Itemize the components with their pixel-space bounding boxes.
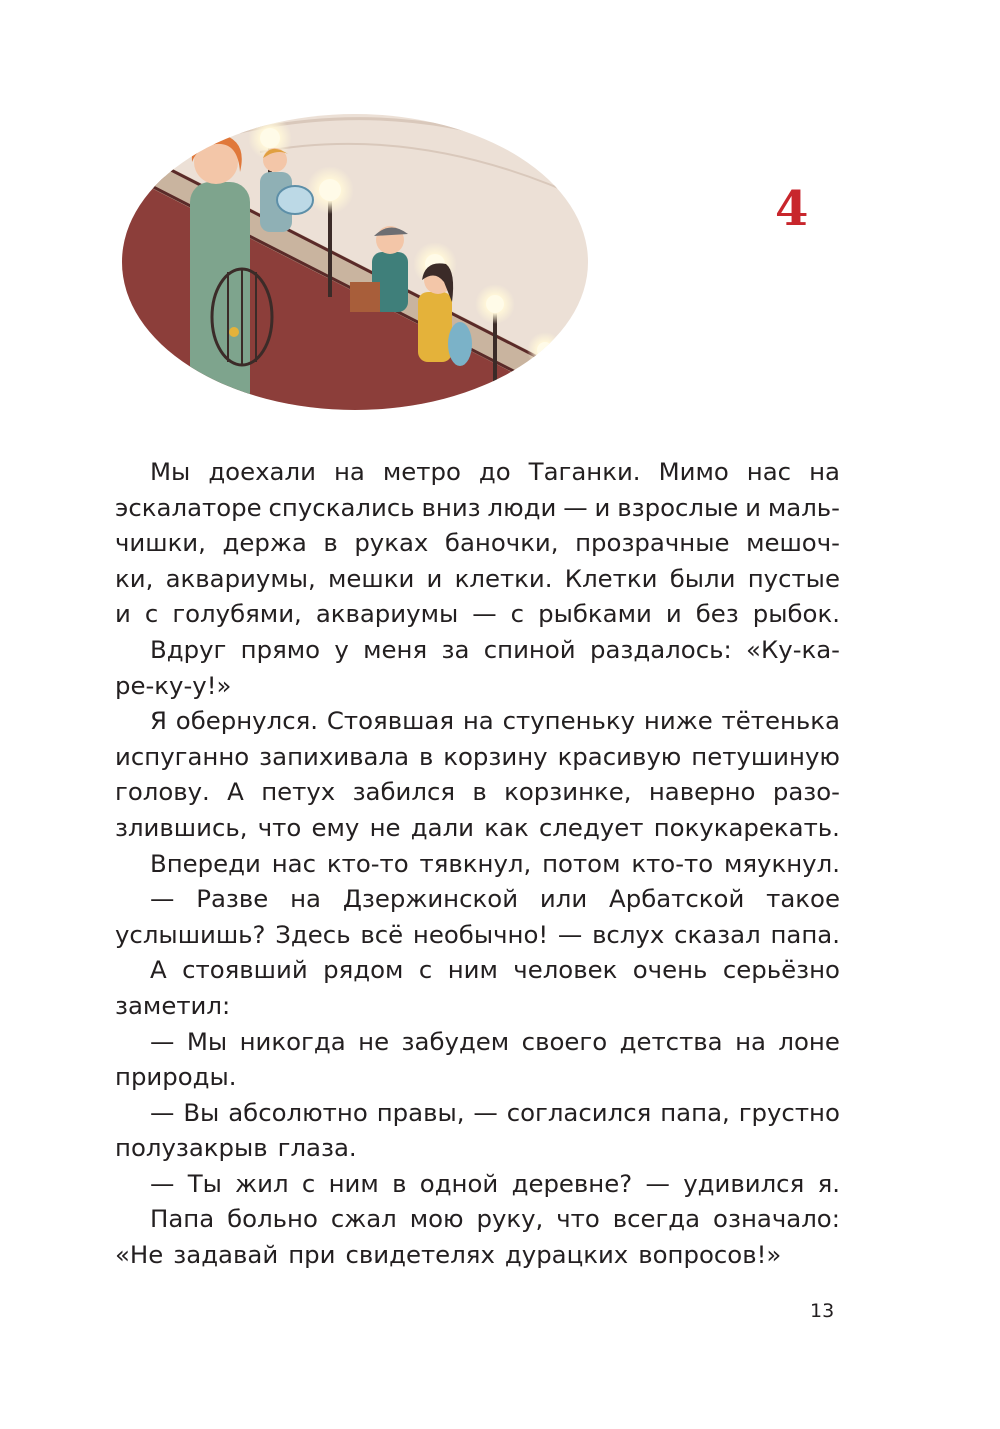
text-line: — Вы абсолютно правы, — согласился папа, грустно (150, 1097, 840, 1127)
text-line: ки, аквариумы, мешки и клетки. Клетки были пустые (115, 563, 840, 593)
text-line: голову. А петух забился в корзинке, наверно разо- (115, 777, 840, 807)
text-line: испуганно запихивала в корзину красивую петушиную (115, 741, 840, 771)
body-text (115, 454, 840, 1273)
text-line: эскалаторе спускались вниз люди — и взрослые и маль- (115, 492, 840, 522)
text-line: — Разве на Дзержинской или Арбатской такое (150, 884, 840, 914)
text-line: полузакрыв глаза. (115, 1133, 357, 1163)
woman-figure (190, 114, 250, 412)
page-number: 13 (810, 1300, 835, 1322)
text-line: Мы доехали на метро до Таганки. Мимо нас на (150, 457, 840, 486)
text-line: заметил: (115, 990, 231, 1020)
text-line: — Ты жил с ним в одной деревне? — удивился я. (150, 1168, 840, 1198)
text-line: Вдруг прямо у меня за спиной раздалось: «Ку-ка- (150, 634, 840, 664)
chapter-number: 4 (775, 181, 809, 237)
text-line: природы. (115, 1062, 237, 1092)
text-line: злившись, что ему не дали как следует покукарекать. (115, 812, 840, 842)
escalator-illustration (120, 112, 590, 412)
text-line: услышишь? Здесь всё необычно! — вслух сказал папа. (115, 919, 840, 949)
text-line: Папа больно сжал мою руку, что всегда означало: (150, 1204, 840, 1234)
lamp-icon (527, 332, 563, 412)
text-line: Я обернулся. Стоявшая на ступеньку ниже тётенька (150, 706, 840, 736)
text-line: чишки, держа в руках баночки, прозрачные мешоч- (115, 528, 840, 558)
text-line: А стоявший рядом с ним человек очень серьёзно (150, 955, 840, 985)
text-line: — Мы никогда не забудем своего детства на лоне (150, 1026, 840, 1056)
text-line: «Не задавай при свидетелях дурацких вопросов!» (115, 1240, 782, 1270)
text-line: и с голубями, аквариумы — с рыбками и без рыбок. (115, 599, 840, 629)
text-line: ре-ку-у!» (115, 670, 232, 700)
text-line: Впереди нас кто-то тявкнул, потом кто-то мяукнул. (150, 848, 840, 878)
